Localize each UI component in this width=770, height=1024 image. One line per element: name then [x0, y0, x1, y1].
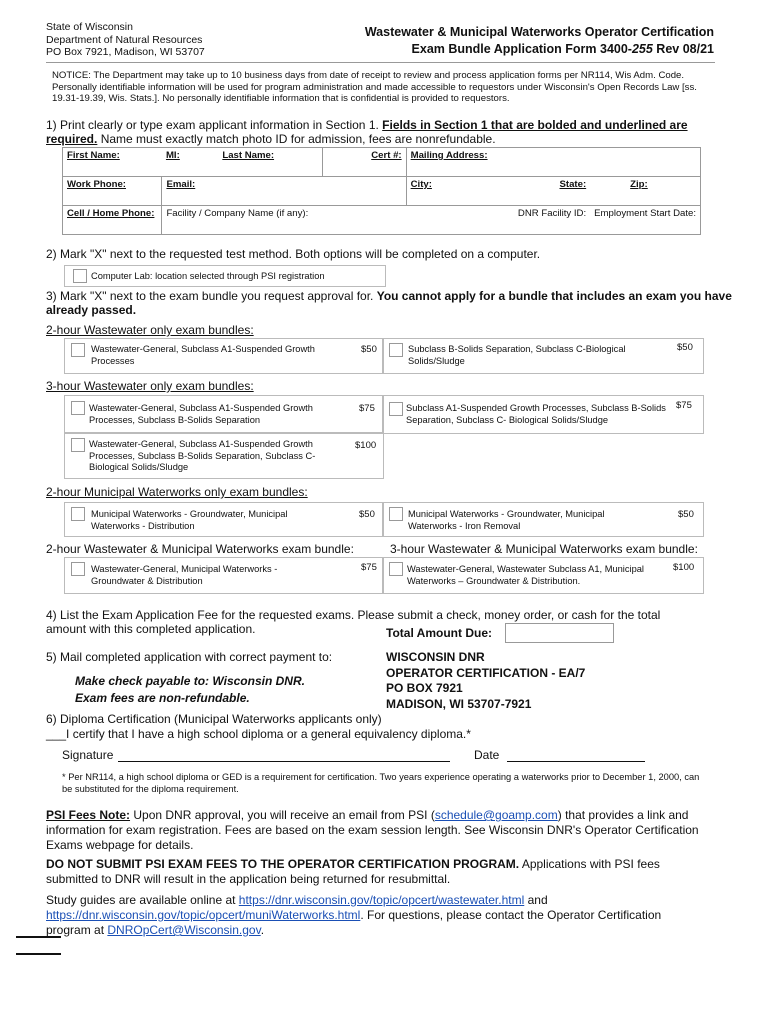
mw2-b-label: Municipal Waterworks - Groundwater, Municipal Waterworks - Iron Removal [408, 509, 605, 531]
zip-field[interactable] [590, 177, 700, 206]
both3-a-price: $100 [673, 562, 695, 573]
certify-text: I certify that I have a high school diploma or a general equivalency diploma.* [66, 727, 471, 741]
section4-instructions: 4) List the Exam Application Fee for the requested exams. Please submit a check, money order, or cash for the total amount with this completed application. [46, 608, 661, 636]
form-title [330, 24, 714, 58]
s3-warning: You cannot apply for a bundle that includes an exam you have already passed. [46, 289, 732, 317]
section6-heading: 6) Diploma Certification (Municipal Waterworks applicants only) [46, 712, 382, 726]
signature-label: Signature [62, 748, 114, 762]
dnr-facility-field[interactable] [406, 206, 590, 235]
facility-label: Facility / Company Name (if any): [166, 208, 309, 219]
psi-text2: ) that provides a link and information for exam registration. Fees are based on the exam session length. See Wisconsin DNR's Operator Certification Exams webpage for details. [46, 808, 699, 852]
ww3-a-checkbox[interactable] [71, 401, 85, 415]
city-field[interactable] [406, 177, 525, 206]
address-line: PO BOX 7921 [386, 681, 463, 695]
margin-mark [16, 953, 61, 955]
diploma-footnote: * Per NR114, a high school diploma or GED is a requirement for certification. Two years experience operating a waterworks prior to December 1, 2000, can be substituted for the diploma requirement. [62, 772, 700, 794]
form-number: 255 [631, 42, 653, 56]
last-name-field[interactable] [218, 148, 323, 177]
psi-text1: Upon DNR approval, you will receive an email from PSI ( [130, 808, 435, 822]
last-name-label: Last Name: [222, 150, 275, 161]
mw2-b-price: $50 [678, 509, 694, 520]
cert-label: Cert #: [371, 150, 402, 161]
ww2-a-label: Wastewater-General, Subclass A1-Suspended Growth Processes [91, 344, 315, 366]
revision: Rev 08/21 [652, 42, 714, 56]
address-line: WISCONSIN DNR [386, 650, 485, 664]
psi-label: PSI Fees Note: [46, 808, 131, 822]
mw2-a-label: Municipal Waterworks - Groundwater, Municipal Waterworks - Distribution [91, 509, 288, 531]
both2-a-checkbox[interactable] [71, 562, 85, 576]
address-line: MADISON, WI 53707-7921 [386, 696, 532, 711]
ww2-option-b [382, 338, 704, 374]
ww3-c-price: $100 [355, 440, 377, 451]
agency-line: Department of Natural Resources [46, 33, 203, 46]
section2-instructions: 2) Mark "X" next to the requested test method. Both options will be completed on a computer. [46, 247, 541, 261]
computer-lab-option [64, 265, 386, 287]
s1-required-note: Fields in Section 1 that are bolded and underlined are required. [46, 118, 688, 146]
facility-field[interactable] [162, 206, 406, 235]
mailing-address-field[interactable] [406, 148, 700, 177]
mailing-address-block [386, 650, 585, 712]
ww3-b-price: $75 [676, 400, 692, 411]
mw2-option-a [64, 502, 384, 537]
applicant-info-table [62, 147, 701, 235]
ww3-a-price: $75 [359, 403, 375, 414]
guides-mid: . For questions, please contact the Operator Certification program at [46, 908, 662, 937]
payable-note: Make check payable to: Wisconsin DNR. [75, 674, 305, 688]
section1-instructions [46, 118, 736, 146]
mw2-a-price: $50 [359, 509, 375, 520]
s1-tail: Name must exactly match photo ID for admission, fees are nonrefundable. [97, 132, 496, 146]
ww3-option-b [382, 395, 704, 434]
psi-warning-bold: DO NOT SUBMIT PSI EXAM FEES TO THE OPERATOR CERTIFICATION PROGRAM. [46, 857, 520, 871]
guides-and: and [524, 893, 548, 907]
work-phone-label: Work Phone: [67, 179, 126, 190]
dnr-facility-label: DNR Facility ID: [517, 208, 587, 219]
psi-fees-note [46, 808, 706, 853]
section3-instructions [46, 289, 736, 317]
margin-mark [16, 936, 61, 938]
address-line: OPERATOR CERTIFICATION - EA/7 [386, 665, 586, 680]
mailing-label: Mailing Address: [410, 150, 488, 161]
signature-line[interactable] [118, 761, 450, 762]
total-amount-label: Total Amount Due: [386, 626, 492, 640]
notice: NOTICE: The Department may take up to 10 business days from date of receipt to review and process application forms per NR114, Wis Adm. Code. Personally identifiable information will be used for program administration and made accessible to requestors under Wisconsin's Open Records Law [ss. 19.31-19.39, Wis. Stats.]. No personally identifiable information that is confidential is provided to requestors. [52, 70, 697, 105]
both2-option-a [64, 557, 384, 594]
certify-blank[interactable]: ___ [46, 727, 67, 741]
contact-email-link[interactable]: DNROpCert@Wisconsin.gov [107, 923, 261, 937]
email-label: Email: [166, 179, 196, 190]
zip-label: Zip: [630, 179, 648, 190]
ww3-heading: 3-hour Wastewater only exam bundles: [46, 379, 254, 393]
work-phone-field[interactable] [63, 177, 162, 206]
mi-label: MI: [165, 150, 180, 161]
state-field[interactable] [525, 177, 590, 206]
agency-block [46, 21, 205, 59]
mi-field[interactable] [162, 148, 218, 177]
section5-instructions: 5) Mail completed application with correct payment to: [46, 650, 333, 664]
both3-a-checkbox[interactable] [389, 562, 403, 576]
study-guides [46, 893, 686, 938]
computer-lab-checkbox[interactable] [73, 269, 87, 283]
both2-a-label: Wastewater-General, Municipal Waterworks - Groundwater & Distribution [91, 564, 278, 586]
ww2-a-price: $50 [361, 344, 377, 355]
nonrefundable-note: Exam fees are non-refundable. [75, 691, 250, 705]
mw2-b-checkbox[interactable] [389, 507, 403, 521]
title: Wastewater & Municipal Waterworks Operator Certification [364, 25, 714, 39]
ww2-heading: 2-hour Wastewater only exam bundles: [46, 323, 254, 337]
total-amount-input[interactable] [505, 623, 614, 643]
cert-field[interactable] [323, 148, 406, 177]
employment-start-label: Employment Start Date: [594, 208, 696, 219]
employment-start-field[interactable] [590, 206, 700, 235]
agency-line: State of Wisconsin [46, 21, 133, 33]
diploma-certify-line [46, 727, 471, 741]
waterworks-link[interactable]: https://dnr.wisconsin.gov/topic/opcert/muniWaterworks.html [46, 908, 361, 922]
agency-line: PO Box 7921, Madison, WI 53707 [46, 46, 205, 58]
date-label: Date [474, 748, 500, 762]
psi-email-link[interactable]: schedule@goamp.com [434, 808, 558, 822]
city-label: City: [410, 179, 432, 190]
ww2-b-checkbox[interactable] [389, 343, 403, 357]
cell-phone-field[interactable] [63, 206, 162, 235]
s1-lead: 1) Print clearly or type exam applicant information in Section 1. [46, 118, 383, 132]
guides-end: . [260, 923, 265, 937]
ww2-option-a [64, 338, 384, 374]
cell-label: Cell / Home Phone: [67, 208, 155, 219]
ww3-b-checkbox[interactable] [389, 402, 403, 416]
subtitle [330, 41, 714, 58]
s3-lead: 3) Mark "X" next to the exam bundle you request approval for. [46, 289, 377, 303]
computer-lab-label: Computer Lab: location selected through PSI registration [91, 271, 325, 281]
first-name-label: First Name: [67, 150, 120, 161]
ww3-c-checkbox[interactable] [71, 438, 85, 452]
mw2-heading: 2-hour Municipal Waterworks only exam bundles: [46, 485, 308, 499]
both3-option-a [382, 557, 704, 594]
psi-warning-tail: Applications with PSI fees submitted to DNR will result in the application being returned for resubmittal. [46, 857, 660, 886]
ww2-a-checkbox[interactable] [71, 343, 85, 357]
subtitle-pre: Exam Bundle Application Form 3400- [411, 42, 632, 56]
ww2-b-price: $50 [677, 342, 693, 353]
psi-warning [46, 857, 686, 887]
payment-notes [75, 673, 305, 707]
both2-heading: 2-hour Wastewater & Municipal Waterworks exam bundle: [46, 542, 354, 556]
both3-a-label: Wastewater-General, Wastewater Subclass A1, Municipal Waterworks – Groundwater & Distribution. [407, 564, 644, 586]
ww3-option-a [64, 395, 384, 434]
ww3-c-label: Wastewater-General, Subclass A1-Suspended Growth Processes, Subclass B-Solids Separation, Subclass C-Biological Solids/Sludge [89, 439, 316, 472]
ww3-a-label: Wastewater-General, Subclass A1-Suspended Growth Processes, Subclass B-Solids Separation [89, 403, 313, 425]
ww3-option-c [64, 432, 384, 479]
both3-heading: 3-hour Wastewater & Municipal Waterworks exam bundle: [390, 542, 698, 556]
first-name-field[interactable] [63, 148, 162, 177]
both2-a-price: $75 [361, 562, 377, 573]
guides-pre: Study guides are available online at [46, 893, 239, 907]
mw2-a-checkbox[interactable] [71, 507, 85, 521]
date-line[interactable] [507, 761, 645, 762]
wastewater-link[interactable]: https://dnr.wisconsin.gov/topic/opcert/wastewater.html [238, 893, 525, 907]
email-field[interactable] [162, 177, 406, 206]
ww2-b-label: Subclass B-Solids Separation, Subclass C-Biological Solids/Sludge [408, 344, 626, 366]
header-divider [46, 62, 715, 63]
state-label: State: [559, 179, 587, 190]
mw2-option-b [382, 502, 704, 537]
ww3-b-label: Subclass A1-Suspended Growth Processes, Subclass B-Solids Separation, Subclass C- Biological Solids/Sludge [406, 403, 666, 425]
